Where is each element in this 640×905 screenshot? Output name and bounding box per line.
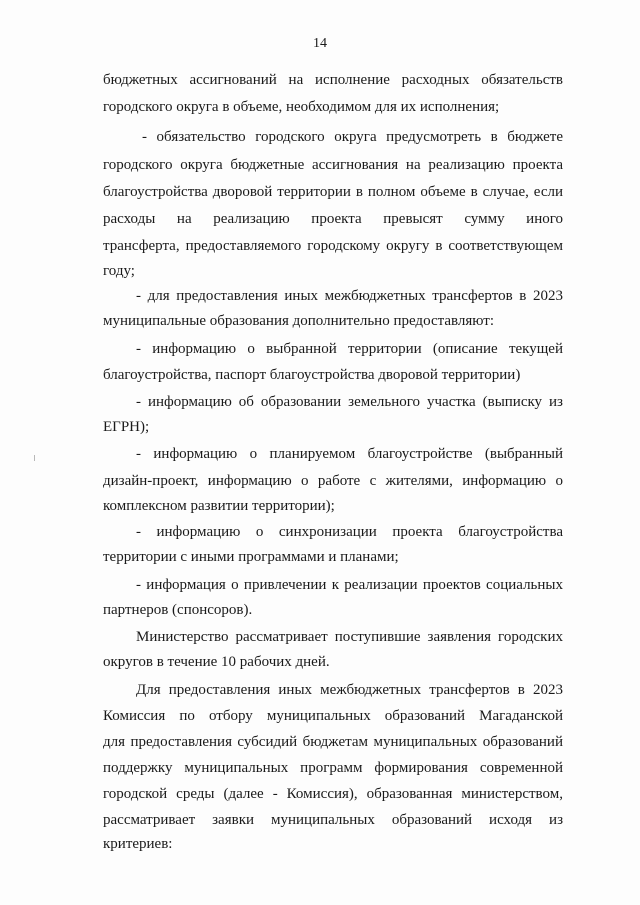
- text-line: Министерство рассматривает поступившие заявления городских: [136, 629, 563, 645]
- text-line: дизайн-проект, информацию о работе с жителями, информацию о: [103, 473, 563, 489]
- text-line: благоустройства, паспорт благоустройства дворовой территории): [103, 367, 521, 383]
- text-line: муниципальные образования дополнительно предоставляют:: [103, 313, 494, 329]
- text-line: - обязательство городского округа предусмотреть в бюджете: [142, 129, 563, 145]
- text-line: городского округа в объеме, необходимом для их исполнения;: [103, 99, 500, 115]
- text-line: округов в течение 10 рабочих дней.: [103, 654, 330, 670]
- page-number: 14: [313, 36, 327, 51]
- text-line: - информацию о выбранной территории (описание текущей: [136, 341, 563, 357]
- text-line: расходы на реализацию проекта превысят сумму иного: [103, 211, 563, 227]
- text-line: партнеров (спонсоров).: [103, 602, 253, 618]
- text-line: для предоставления субсидий бюджетам муниципальных образований: [103, 734, 563, 750]
- text-line: городского округа бюджетные ассигнования на реализацию проекта: [103, 157, 563, 173]
- text-line: благоустройства дворовой территории в полном объеме в случае, если: [103, 184, 563, 200]
- text-line: - для предоставления иных межбюджетных трансфертов в 2023: [136, 288, 563, 304]
- text-line: критериев:: [103, 836, 173, 852]
- text-line: рассматривает заявки муниципальных образований исходя из: [103, 812, 563, 828]
- scan-artifact: [34, 455, 35, 461]
- text-line: ЕГРН);: [103, 419, 150, 435]
- text-line: городской среды (далее - Комиссия), образованная министерством,: [103, 786, 563, 802]
- text-line: комплексном развитии территории);: [103, 498, 335, 514]
- text-line: поддержку муниципальных программ формирования современной: [103, 760, 563, 776]
- text-line: - информация о привлечении к реализации проектов социальных: [136, 577, 563, 593]
- text-line: - информацию об образовании земельного участка (выписку из: [136, 394, 563, 410]
- text-line: Комиссия по отбору муниципальных образований Магаданской: [103, 708, 563, 724]
- text-line: территории с иными программами и планами;: [103, 549, 399, 565]
- text-line: трансферта, предоставляемого городскому округу в соответствующем: [103, 238, 563, 254]
- text-line: году;: [103, 263, 135, 279]
- text-line: - информацию о планируемом благоустройстве (выбранный: [136, 446, 563, 462]
- text-line: - информацию о синхронизации проекта благоустройства: [136, 524, 563, 540]
- text-line: Для предоставления иных межбюджетных трансфертов в 2023: [136, 682, 563, 698]
- text-line: бюджетных ассигнований на исполнение расходных обязательств: [103, 72, 563, 88]
